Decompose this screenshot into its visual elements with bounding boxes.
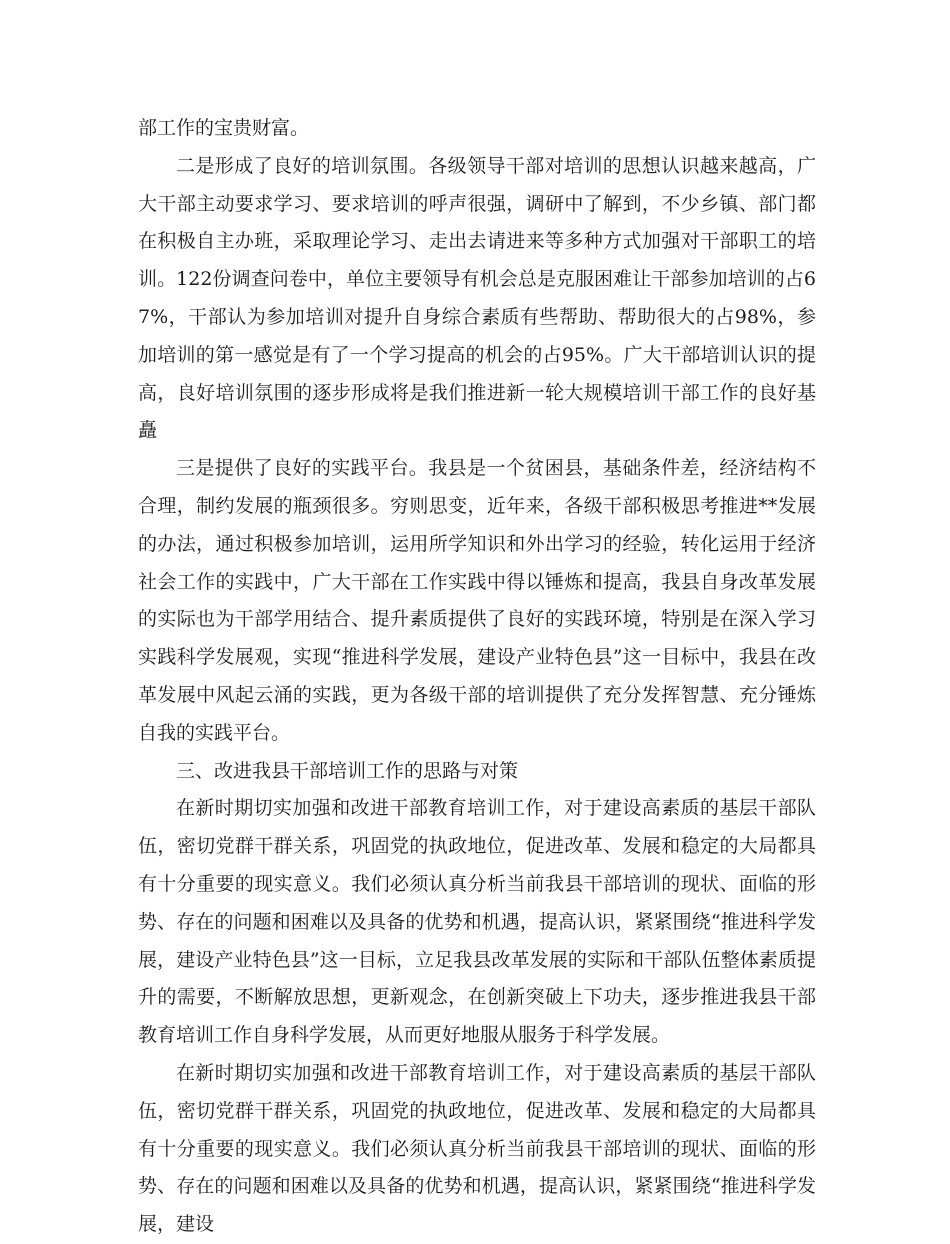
- paragraph-strategy: 在新时期切实加强和改进干部教育培训工作，对于建设高素质的基层干部队伍，密切党群干群关系，巩固党的执政地位，促进改革、发展和稳定的大局都具有十分重要的现实意义。我们必须认真分析当前我县干部培训的现状、面临的形势、存在的问题和困难以及具备的优势和机遇，提高认识，紧紧围绕“推进科学发展，建设产业特色县”这一目标，立足我县改革发展的实际和干部队伍整体素质提升的需要，不断解放思想，更新观念，在创新突破上下功夫，逐步推进我县干部教育培训工作自身科学发展，从而更好地服从服务于科学发展。: [138, 797, 816, 1047]
- section-heading: 三、改进我县干部培训工作的思路与对策: [176, 759, 519, 782]
- paragraph-practice-platform: 三是提供了良好的实践平台。我县是一个贫困县，基础条件差，经济结构不合理，制约发展的瓶颈很多。穷则思变，近年来，各级干部积极思考推进**发展的办法，通过积极参加培训，运用所学知识和外出学习的经验，转化运用于经济社会工作的实践中，广大干部在工作实践中得以锤炼和提高，我县自身改革发展的实际也为干部学用结合、提升素质提供了良好的实践环境，特别是在深入学习实践科学发展观，实现“推进科学发展，建设产业特色县”这一目标中，我县在改革发展中风起云涌的实践，更为各级干部的培训提供了充分发挥智慧、充分锤炼自我的实践平台。: [138, 457, 816, 744]
- paragraph-training-atmosphere: 二是形成了良好的培训氛围。各级领导干部对培训的思想认识越来越高，广大干部主动要求学习、要求培训的呼声很强，调研中了解到，不少乡镇、部门都在积极自主办班，采取理论学习、走出去请进来等多种方式加强对干部职工的培训。122份调查问卷中，单位主要领导有机会总是克服困难让干部参加培训的占67%，干部认为参加培训对提升自身综合素质有些帮助、帮助很大的占98%，参加培训的第一感觉是有了一个学习提高的机会的占95%。广大干部培训认识的提高，良好培训氛围的逐步形成将是我们推进新一轮大规模培训干部工作的良好基矗: [138, 154, 816, 442]
- paragraph-strategy-repeat: 在新时期切实加强和改进干部教育培训工作，对于建设高素质的基层干部队伍，密切党群干群关系，巩固党的执政地位，促进改革、发展和稳定的大局都具有十分重要的现实意义。我们必须认真分析当前我县干部培训的现状、面临的形势、存在的问题和困难以及具备的优势和机遇，提高认识，紧紧围绕“推进科学发展，建设: [138, 1061, 816, 1236]
- paragraph-continuation: 部工作的宝贵财富。: [138, 117, 310, 139]
- document-body: [138, 110, 816, 1244]
